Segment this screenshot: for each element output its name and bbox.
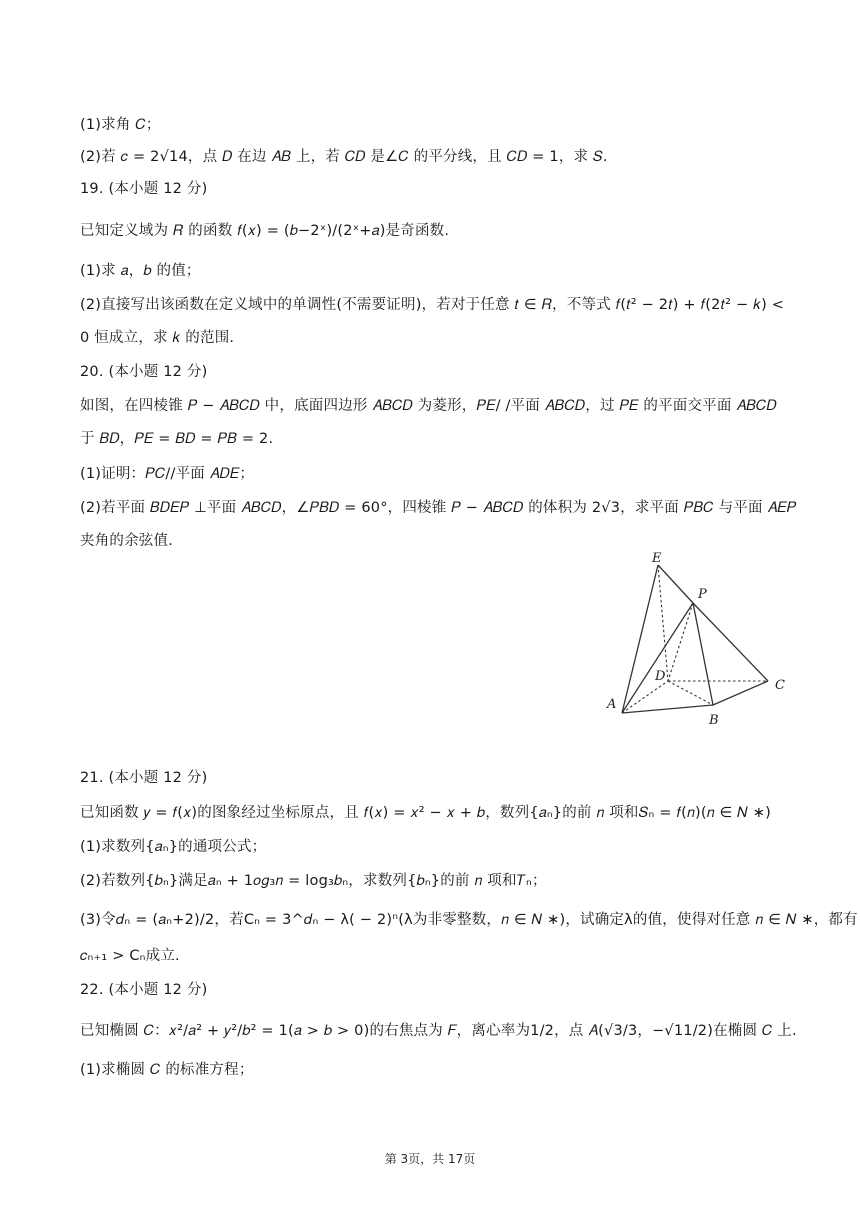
q18-part1: (1)求角 𝐶； — [80, 117, 161, 133]
edge-DB — [668, 681, 713, 705]
label-C: C — [775, 678, 785, 693]
q21-part3-line1: (3)令𝑑ₙ = (𝑎ₙ+2)/2，若Cₙ = 3^𝑑ₙ − λ( − 2)ⁿ(λ为非零整数，𝑛 ∈ 𝑁 ∗)，试确定λ的值，使得对任意 𝑛 ∈ 𝑁 ∗，都有 — [80, 912, 858, 928]
q22-heading: 22. (本小题 12 分) — [80, 982, 208, 998]
pyramid-figure — [598, 548, 798, 733]
q20-part2-line1: (2)若平面 𝐵𝐷𝐸𝑃 ⊥平面 𝐴𝐵𝐶𝐷，∠𝑃𝐵𝐷 = 60°，四棱锥 𝑃 − 𝐴𝐵𝐶𝐷 的体积为 2√3，求平面 𝑃𝐵𝐶 与平面 𝐴𝐸𝑃 — [80, 500, 797, 516]
label-E: E — [652, 551, 662, 566]
q21-heading: 21. (本小题 12 分) — [80, 770, 208, 786]
page-footer: 第 3页，共 17页 — [384, 1152, 476, 1166]
q19-part2-line2: 0 恒成立，求 𝑘 的范围. — [80, 330, 235, 346]
label-P: P — [698, 587, 707, 602]
edge-AE — [622, 565, 658, 713]
q21-part1: (1)求数列{𝑎ₙ}的通项公式； — [80, 839, 267, 855]
q22-part1: (1)求椭圆 𝐶 的标准方程； — [80, 1062, 254, 1078]
q19-heading: 19. (本小题 12 分) — [80, 181, 208, 197]
q21-stem: 已知函数 𝑦 = 𝑓(𝑥)的图象经过坐标原点，且 𝑓(𝑥) = 𝑥² − 𝑥 + 𝑏，数列{𝑎ₙ}的前 𝑛 项和𝑆ₙ = 𝑓(𝑛)(𝑛 ∈ 𝑁 ∗) — [80, 805, 771, 821]
q20-stem-line1: 如图，在四棱锥 𝑃 − 𝐴𝐵𝐶𝐷 中，底面四边形 𝐴𝐵𝐶𝐷 为菱形，𝑃𝐸/ /平面 𝐴𝐵𝐶𝐷，过 𝑃𝐸 的平面交平面 𝐴𝐵𝐶𝐷 — [80, 398, 777, 414]
edge-EP — [658, 565, 693, 603]
q22-stem: 已知椭圆 𝐶：𝑥²/𝑎² + 𝑦²/𝑏² = 1(𝑎 > 𝑏 > 0)的右焦点为 𝐹，离心率为1/2，点 𝐴(√3/3，−√11/2)在椭圆 𝐶 上. — [80, 1023, 797, 1039]
q21-part2: (2)若数列{𝑏ₙ}满足𝑎ₙ + 1𝑜𝑔₃𝑛 = log₃𝑏ₙ，求数列{𝑏ₙ}的前 𝑛 项和𝑇ₙ； — [80, 873, 547, 889]
edge-PB — [693, 603, 713, 705]
q21-part3-line2: 𝑐ₙ₊₁ > Cₙ成立. — [80, 948, 180, 964]
q20-part2-line2: 夹角的余弦值. — [80, 533, 174, 549]
label-B: B — [709, 713, 719, 728]
label-D: D — [655, 669, 666, 684]
edge-BC — [713, 681, 768, 705]
q19-part2-line1: (2)直接写出该函数在定义域中的单调性(不需要证明)，若对于任意 𝑡 ∈ 𝑅，不等式 𝑓(𝑡² − 2𝑡) + 𝑓(2𝑡² − 𝑘) < — [80, 297, 785, 313]
edge-PD — [668, 603, 693, 681]
label-A: A — [607, 697, 617, 712]
q19-stem: 已知定义域为 𝑅 的函数 𝑓(𝑥) = (𝑏−2ˣ)/(2ˣ+𝑎)是奇函数. — [80, 223, 450, 239]
q20-heading: 20. (本小题 12 分) — [80, 364, 208, 380]
edge-AP — [622, 603, 693, 713]
edge-AB — [622, 705, 713, 713]
q18-part2: (2)若 𝑐 = 2√14，点 𝐷 在边 𝐴𝐵 上，若 𝐶𝐷 是∠𝐶 的平分线，且 𝐶𝐷 = 1，求 𝑆. — [80, 149, 608, 165]
edge-PC — [693, 603, 768, 681]
edge-ED — [658, 565, 668, 681]
q20-stem-line2: 于 𝐵𝐷，𝑃𝐸 = 𝐵𝐷 = 𝑃𝐵 = 2. — [80, 431, 274, 447]
q20-part1: (1)证明：𝑃𝐶//平面 𝐴𝐷𝐸； — [80, 466, 255, 482]
q19-part1: (1)求 𝑎，𝑏 的值； — [80, 263, 201, 279]
